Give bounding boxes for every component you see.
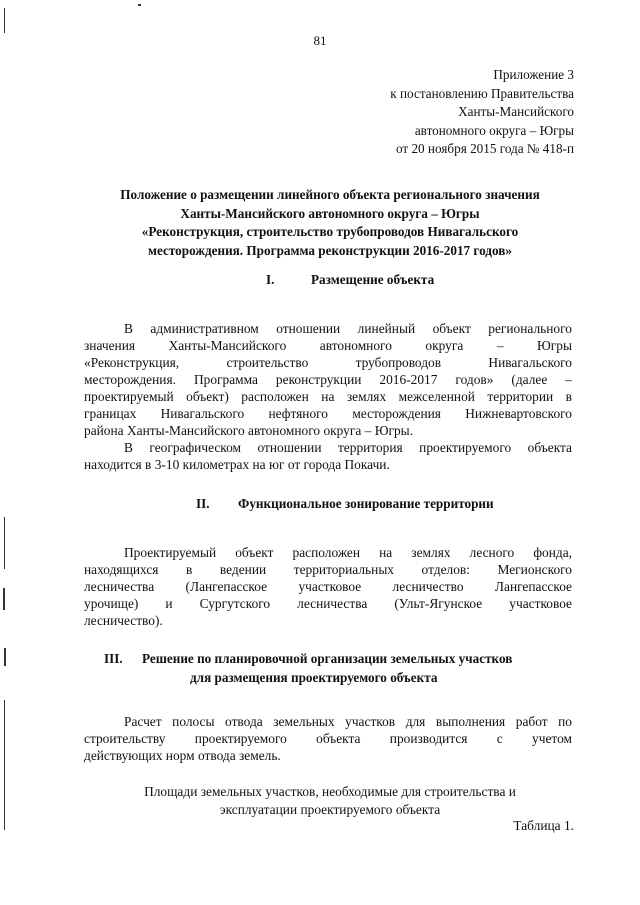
appendix-line: Приложение 3 (493, 67, 574, 82)
section-2-heading (196, 496, 494, 512)
appendix-line: к постановлению Правительства (390, 85, 574, 101)
document-title (60, 186, 600, 260)
caption-line: эксплуатации проектируемого объекта (219, 802, 441, 817)
table-caption (60, 783, 600, 819)
table-label: Таблица 1. (513, 818, 574, 833)
appendix-line: от 20 ноября 2015 года № 418-п (395, 141, 574, 156)
section-title: для размещения проектируемого объекта (190, 669, 438, 685)
section-number: II. (196, 496, 210, 511)
title-line: Ханты-Мансийского автономного округа – Югры (180, 205, 480, 221)
section-1-heading (266, 272, 434, 288)
appendix-line: Ханты-Мансийского (458, 104, 574, 119)
text-line: лесничества (Лангепасское участковое лесничество Лангепасское (84, 579, 572, 594)
title-line: «Реконструкция, строительство трубопроводов Нивагальского (141, 224, 519, 239)
appendix-line: автономного округа – Югры (414, 122, 574, 138)
section-2-paragraph-1 (84, 544, 572, 629)
scan-artifact (4, 517, 5, 569)
section-title: Размещение объекта (311, 272, 435, 287)
text-line: «Реконструкция, строительство трубопроводов Нивагальского (84, 355, 572, 370)
title-line: месторождения. Программа реконструкции 2016-2017 годов» (148, 242, 512, 258)
scan-artifact (4, 648, 6, 666)
page-number: 81 (313, 33, 327, 48)
section-1-paragraph-1 (84, 320, 572, 473)
section-3-heading (104, 650, 512, 687)
text-line: значения Ханты-Мансийского автономного округа – Югры (84, 338, 572, 353)
text-line: действующих норм отвода земель. (84, 748, 281, 763)
section-title: Функциональное зонирование территории (238, 496, 494, 511)
text-line: В географическом отношении территория проектируемого объекта (124, 440, 572, 455)
text-line: района Ханты-Мансийского автономного округа – Югры. (84, 423, 413, 438)
text-line: месторождения. Программа реконструкции 2016-2017 годов» (далее – (84, 372, 572, 387)
section-title: Решение по планировочной организации земельных участков (142, 651, 513, 666)
caption-line: Площади земельных участков, необходимые для строительства и (144, 784, 516, 799)
text-line: урочище) и Сургутского лесничества (Ульт-Ягунское участковое (84, 596, 572, 611)
text-line: границах Нивагальского нефтяного месторождения Нижневартовского (84, 406, 572, 421)
text-line: находящихся в ведении территориальных отделов: Мегионского (84, 562, 572, 577)
section-number: I. (266, 272, 275, 287)
appendix-reference (390, 66, 574, 159)
text-line: находится в 3-10 километрах на юг от города Покачи. (84, 457, 390, 472)
text-line: Проектируемый объект расположен на землях лесного фонда, (124, 545, 572, 560)
section-number: III. (104, 651, 123, 666)
text-line: строительству проектируемого объекта производится с учетом (84, 731, 572, 746)
scan-artifact (3, 588, 5, 610)
text-line: лесничество). (84, 613, 163, 628)
scan-artifact (138, 4, 141, 6)
text-line: В административном отношении линейный объект регионального (124, 321, 572, 336)
text-line: Расчет полосы отвода земельных участков для выполнения работ по (124, 714, 572, 729)
text-line: проектируемый объект) расположен на землях межселенной территории в (84, 389, 572, 404)
section-3-paragraph-1 (84, 713, 572, 764)
scan-artifact (4, 8, 5, 33)
title-line: Положение о размещении линейного объекта регионального значения (120, 187, 540, 202)
scan-artifact (4, 700, 5, 830)
